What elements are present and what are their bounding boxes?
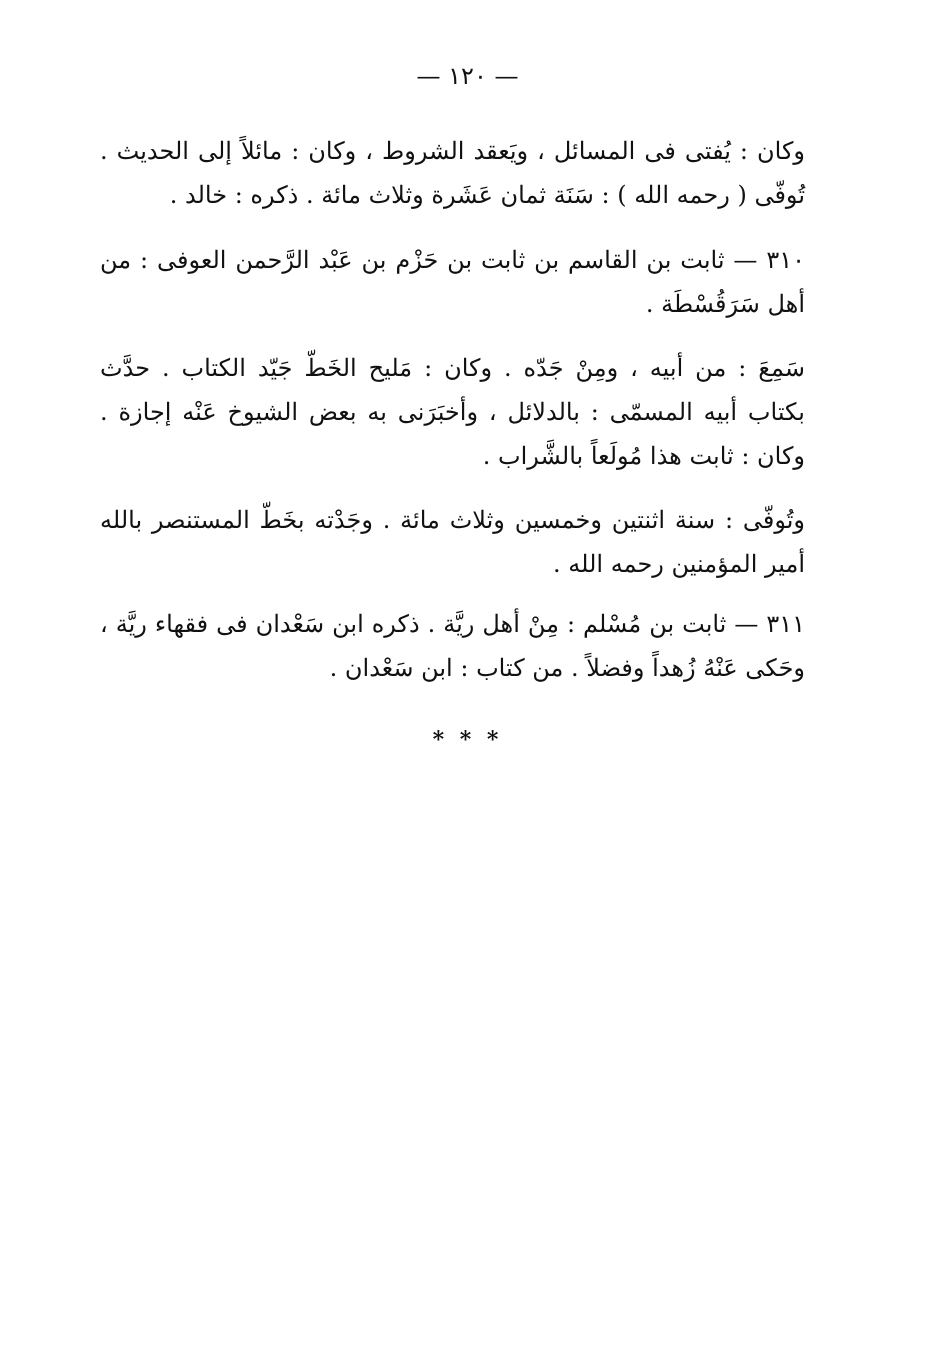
entry-311: ٣١١ — ثابت بن مُسْلم : مِنْ أهل ريَّة . ذكره ابن سَعْدان فى فقهاء ريَّة ، وحَكى عَنْهُ زُهداً وفضلاً . من كتاب : ابن سَعْدان . — [100, 610, 805, 682]
entry-310-heading: ٣١٠ — ثابت بن القاسم بن ثابت بن حَزْم بن عَبْد الرَّحمن العوفى : من أهل سَرَقُسْطَة . — [100, 246, 805, 318]
entry-310-death: وتُوفّى : سنة اثنتين وخمسين وثلاث مائة . وجَدْته بخَطّ المستنصر بالله أمير المؤمنين رحمه الله . — [100, 506, 805, 578]
entry-310-body: سَمِعَ : من أبيه ، ومِنْ جَدّه . وكان : مَليح الخَطّ جَيّد الكتاب . حدَّث بكتاب أبيه المسمّى : بالدلائل ، وأخبَرَنى به بعض الشيوخ عَنْه إجازة . وكان : ثابت هذا مُولَعاً بالشَّراب . — [100, 354, 805, 470]
section-separator: * * * — [432, 727, 503, 753]
page-number: — ١٢٠ — — [416, 62, 519, 90]
paragraph-continuation: وكان : يُفتى فى المسائل ، ويَعقد الشروط ، وكان : مائلاً إلى الحديث . تُوفّى ( رحمه الله ) : سَنَة ثمان عَشَرة وثلاث مائة . ذكره : خالد . — [100, 137, 805, 209]
